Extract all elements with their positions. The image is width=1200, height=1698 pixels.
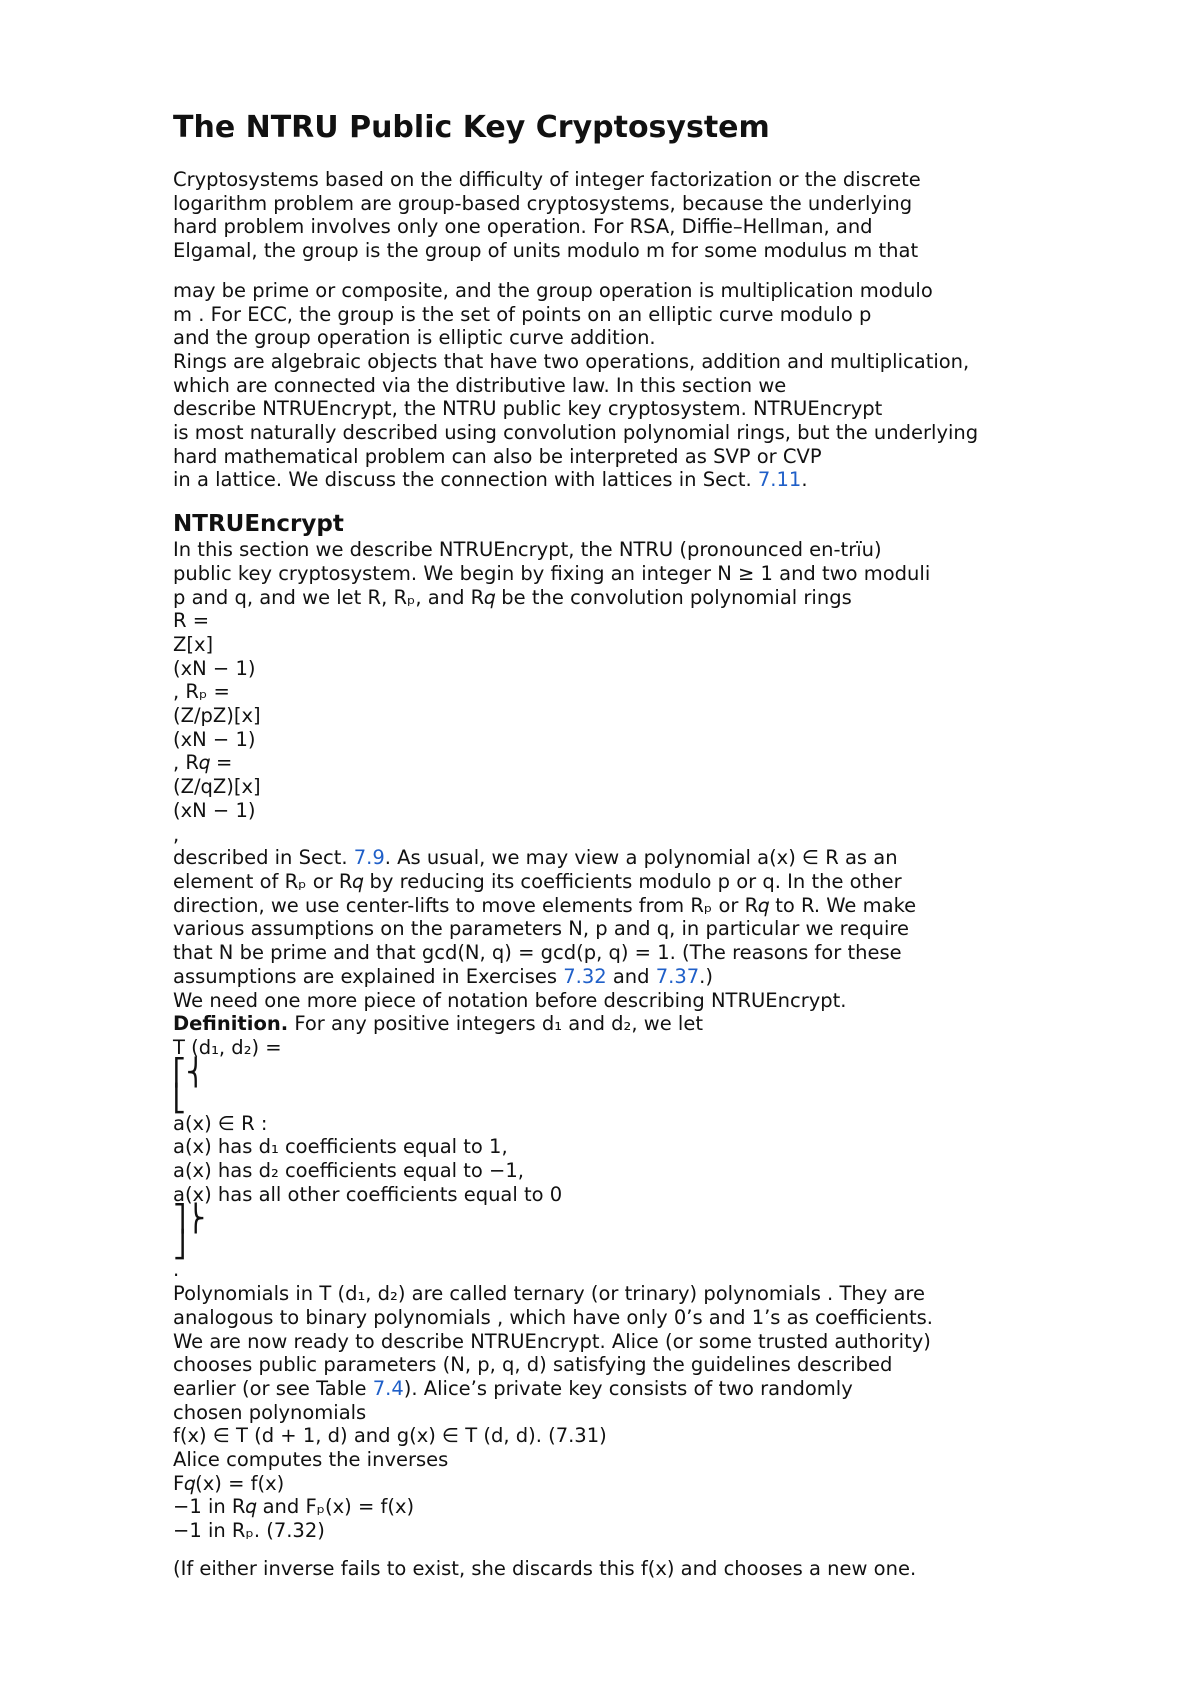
text-line: hard mathematical problem can also be interpreted as SVP or CVP bbox=[173, 444, 822, 468]
left-brace-bottom: ⎣ bbox=[173, 1083, 186, 1114]
math-line: , R𝑞 = bbox=[173, 751, 233, 775]
math-line: , Rₚ = bbox=[173, 680, 230, 704]
text-line: hard problem involves only one operation. For RSA, Diffie–Hellman, and bbox=[173, 215, 873, 239]
sect-7-9-link[interactable]: 7.9 bbox=[353, 846, 385, 870]
math-line: T (d₁, d₂) = bbox=[173, 1035, 282, 1059]
text-line: (If either inverse fails to exist, she discards this f(x) and chooses a new one. bbox=[173, 1556, 917, 1580]
math-line: a(x) ∈ R : bbox=[173, 1111, 268, 1135]
text-line: may be prime or composite, and the group operation is multiplication modulo bbox=[173, 278, 933, 302]
table-7-4-link[interactable]: 7.4 bbox=[372, 1376, 404, 1400]
right-brace-top: ⎤⎬ bbox=[173, 1204, 206, 1235]
exercise-7-37-link[interactable]: 7.37 bbox=[655, 964, 700, 988]
math-line: (xN − 1) bbox=[173, 656, 256, 680]
text-line: describe NTRUEncrypt, the NTRU public key cryptosystem. NTRUEncrypt bbox=[173, 397, 883, 421]
text-line bbox=[173, 965, 1133, 989]
text-line: logarithm problem are group-based cryptosystems, because the underlying bbox=[173, 191, 913, 215]
math-line: (Z/pZ)[x] bbox=[173, 704, 261, 728]
math-line: −1 in Rₚ. (7.32) bbox=[173, 1519, 325, 1543]
math-line: R = bbox=[173, 609, 210, 633]
text-line: various assumptions on the parameters N, p and q, in particular we require bbox=[173, 917, 910, 941]
math-line: , bbox=[173, 822, 180, 846]
text-line: is most naturally described using convolution polynomial rings, but the underlying bbox=[173, 421, 979, 445]
exercise-7-32-link[interactable]: 7.32 bbox=[563, 964, 607, 988]
math-line: −1 in R𝑞 and Fₚ(x) = f(x) bbox=[173, 1495, 415, 1519]
text-line: analogous to binary polynomials , which have only 0’s and 1’s as coefficients. bbox=[173, 1305, 933, 1329]
ntruencrypt-section bbox=[173, 538, 1133, 1580]
text-line: that N be prime and that gcd(N, q) = gcd(p, q) = 1. (The reasons for these bbox=[173, 941, 902, 965]
text-line: which are connected via the distributive law. In this section we bbox=[173, 373, 787, 397]
text-line bbox=[173, 468, 1133, 492]
text-segment: earlier (or see Table bbox=[173, 1376, 373, 1400]
text-line: m . For ECC, the group is the set of points on an elliptic curve modulo p bbox=[173, 302, 872, 326]
text-line: element of Rₚ or R𝑞 by reducing its coefficients modulo p or q. In the other bbox=[173, 869, 902, 893]
section-heading: NTRUEncrypt bbox=[173, 511, 344, 538]
text-segment: . As usual, we may view a polynomial a(x) ∈ R as an bbox=[384, 846, 898, 870]
math-line: . bbox=[173, 1258, 180, 1282]
text-line: p and q, and we let R, Rₚ, and R𝑞 be the convolution polynomial rings bbox=[173, 585, 852, 609]
math-line: (xN − 1) bbox=[173, 798, 256, 822]
right-brace-bottom: ⎦ bbox=[173, 1230, 186, 1261]
definition-line bbox=[173, 1012, 1133, 1036]
text-line: Cryptosystems based on the difficulty of integer factorization or the discrete bbox=[173, 168, 921, 191]
left-brace-top: ⎡⎨ bbox=[173, 1057, 206, 1088]
text-line: We need one more piece of notation before describing NTRUEncrypt. bbox=[173, 988, 847, 1012]
text-segment: assumptions are explained in Exercises bbox=[173, 964, 564, 988]
text-line: chosen polynomials bbox=[173, 1400, 367, 1424]
text-line bbox=[173, 1377, 1133, 1401]
sect-7-11-link[interactable]: 7.11 bbox=[757, 468, 802, 492]
math-line: a(x) has d₂ coefficients equal to −1, bbox=[173, 1159, 524, 1183]
text-line: chooses public parameters (N, p, q, d) satisfying the guidelines described bbox=[173, 1353, 893, 1377]
math-line: a(x) has d₁ coefficients equal to 1, bbox=[173, 1135, 508, 1159]
math-line: f(x) ∈ T (d + 1, d) and g(x) ∈ T (d, d). (7.31) bbox=[173, 1424, 607, 1448]
text-line: We are now ready to describe NTRUEncrypt. Alice (or some trusted authority) bbox=[173, 1329, 931, 1353]
text-segment: in a lattice. We discuss the connection with lattices in Sect. bbox=[173, 468, 758, 492]
text-line: and the group operation is elliptic curve addition. bbox=[173, 326, 656, 350]
text-segment: described in Sect. bbox=[173, 846, 354, 870]
text-segment: .) bbox=[699, 964, 713, 988]
text-line: Rings are algebraic objects that have two operations, addition and multiplication, bbox=[173, 349, 970, 373]
math-line: F𝑞(x) = f(x) bbox=[173, 1471, 285, 1495]
intro-paragraph bbox=[173, 168, 1133, 263]
text-segment: For any positive integers d₁ and d₂, we let bbox=[288, 1012, 703, 1036]
math-line: (Z/qZ)[x] bbox=[173, 775, 261, 799]
text-line: direction, we use center-lifts to move elements from Rₚ or R𝑞 to R. We make bbox=[173, 893, 917, 917]
text-segment: ). Alice’s private key consists of two randomly bbox=[403, 1376, 853, 1400]
text-line: Alice computes the inverses bbox=[173, 1448, 449, 1472]
math-line: (xN − 1) bbox=[173, 727, 256, 751]
text-line bbox=[173, 846, 1133, 870]
text-line: Polynomials in T (d₁, d₂) are called ternary (or trinary) polynomials . They are bbox=[173, 1282, 925, 1306]
document-page bbox=[173, 108, 1133, 1581]
page-title: The NTRU Public Key Cryptosystem bbox=[173, 110, 770, 145]
text-segment: . bbox=[801, 468, 808, 492]
text-line: Elgamal, the group is the group of units modulo m for some modulus m that bbox=[173, 239, 919, 263]
definition-label: Definition. bbox=[173, 1012, 289, 1036]
math-line: a(x) has all other coefficients equal to 0 bbox=[173, 1182, 563, 1206]
math-line: Z[x] bbox=[173, 632, 214, 656]
rings-paragraph bbox=[173, 279, 1133, 492]
text-line: public key cryptosystem. We begin by fixing an integer N ≥ 1 and two moduli bbox=[173, 561, 931, 585]
text-line: In this section we describe NTRUEncrypt, the NTRU (pronounced en-trïu) bbox=[173, 538, 882, 562]
text-segment: and bbox=[606, 964, 656, 988]
